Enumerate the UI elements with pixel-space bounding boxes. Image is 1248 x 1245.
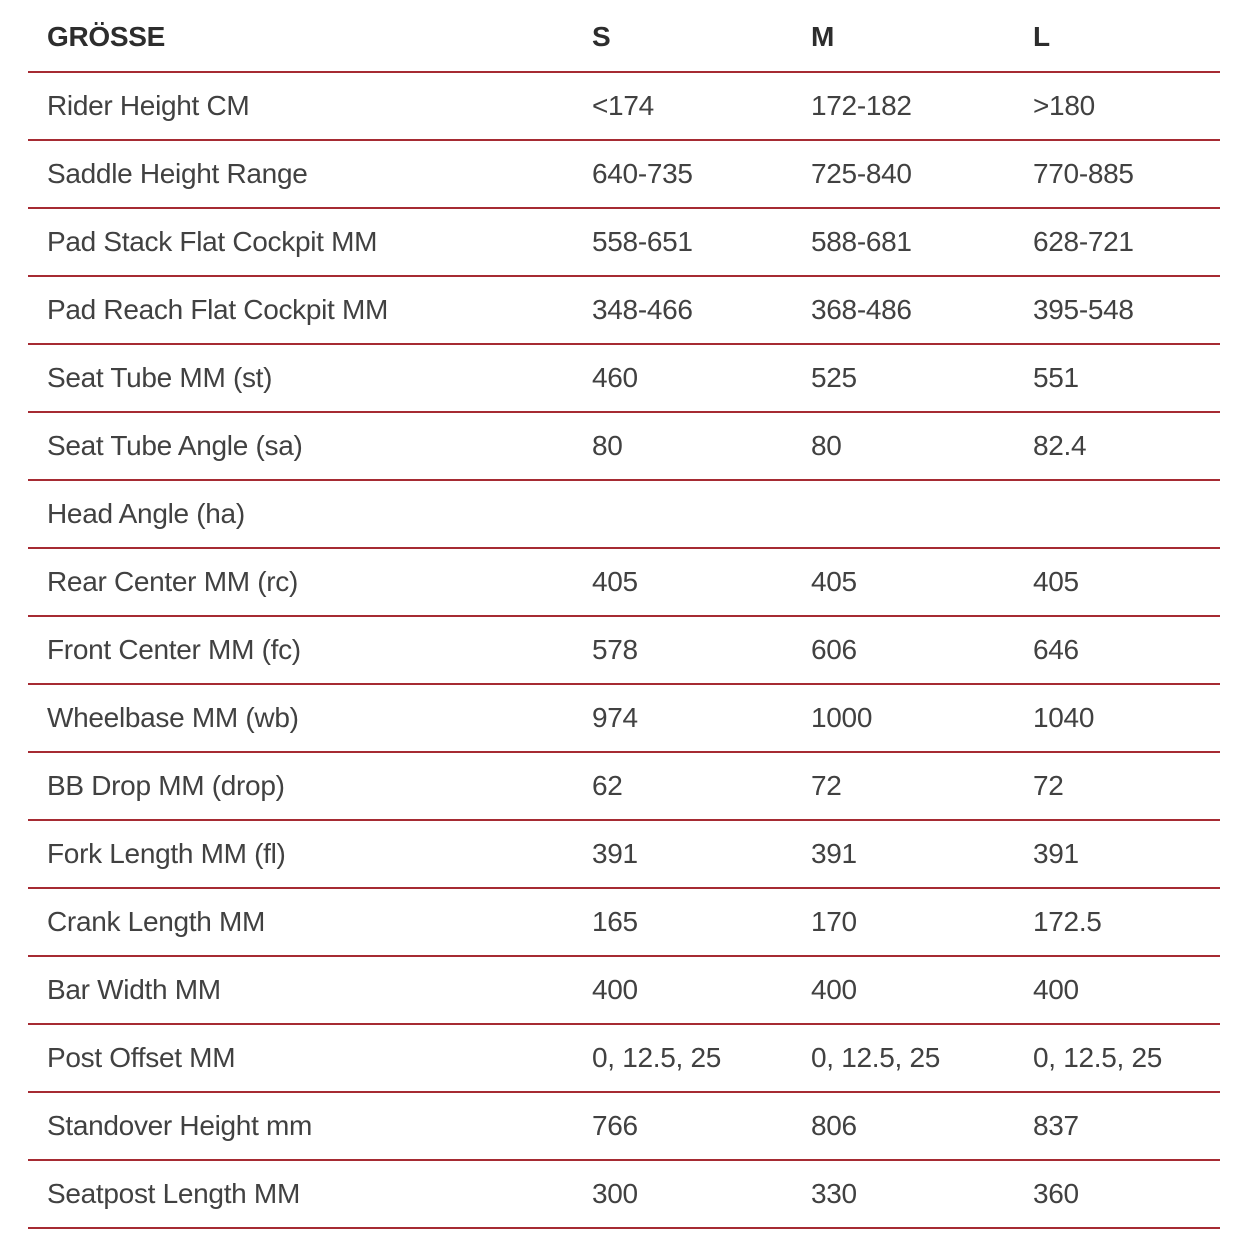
spec-label: Crank Length MM [28,888,592,956]
table-row [28,888,1220,956]
spec-value-s: <174 [592,72,811,140]
table-row [28,820,1220,888]
spec-value-l: 0, 12.5, 25 [1033,1024,1220,1092]
spec-label: Fork Length MM (fl) [28,820,592,888]
spec-value-m: 80 [811,412,1033,480]
spec-value-s: 405 [592,548,811,616]
spec-value-l [1033,480,1220,548]
spec-value-m: 170 [811,888,1033,956]
spec-value-s: 460 [592,344,811,412]
table-row [28,1092,1220,1160]
spec-label: Pad Stack Flat Cockpit MM [28,208,592,276]
spec-value-l: 82.4 [1033,412,1220,480]
table-header [28,2,1220,72]
table-row [28,1160,1220,1228]
spec-value-l: 72 [1033,752,1220,820]
spec-value-s: 391 [592,820,811,888]
spec-value-l: 646 [1033,616,1220,684]
spec-value-l: 391 [1033,820,1220,888]
spec-value-s: 300 [592,1160,811,1228]
spec-value-m: 525 [811,344,1033,412]
spec-value-m: 588-681 [811,208,1033,276]
spec-label: Seat Tube Angle (sa) [28,412,592,480]
table-row [28,412,1220,480]
column-header-size-l: L [1033,2,1220,72]
spec-label: Rider Height CM [28,72,592,140]
geometry-table-container [28,0,1220,1229]
spec-label: Standover Height mm [28,1092,592,1160]
spec-value-l: 405 [1033,548,1220,616]
spec-value-m: 172-182 [811,72,1033,140]
spec-value-s: 165 [592,888,811,956]
table-row [28,72,1220,140]
spec-label: Seat Tube MM (st) [28,344,592,412]
spec-value-l: 360 [1033,1160,1220,1228]
column-header-size-s: S [592,2,811,72]
spec-value-l: 400 [1033,956,1220,1024]
spec-label: Front Center MM (fc) [28,616,592,684]
column-header-groesse: GRÖSSE [28,2,592,72]
header-row [28,2,1220,72]
spec-value-m: 806 [811,1092,1033,1160]
table-row [28,684,1220,752]
spec-value-s: 766 [592,1092,811,1160]
table-row [28,956,1220,1024]
spec-value-m: 391 [811,820,1033,888]
spec-value-s: 578 [592,616,811,684]
spec-value-m: 400 [811,956,1033,1024]
spec-value-l: >180 [1033,72,1220,140]
spec-value-l: 395-548 [1033,276,1220,344]
spec-label: Bar Width MM [28,956,592,1024]
spec-value-m: 1000 [811,684,1033,752]
table-row [28,1024,1220,1092]
spec-value-m: 606 [811,616,1033,684]
spec-value-l: 551 [1033,344,1220,412]
spec-value-m: 0, 12.5, 25 [811,1024,1033,1092]
spec-value-l: 837 [1033,1092,1220,1160]
table-row [28,752,1220,820]
spec-value-m: 405 [811,548,1033,616]
spec-value-m: 72 [811,752,1033,820]
spec-value-m: 330 [811,1160,1033,1228]
spec-value-m: 725-840 [811,140,1033,208]
spec-value-s: 348-466 [592,276,811,344]
table-row [28,616,1220,684]
spec-value-l: 770-885 [1033,140,1220,208]
table-row [28,548,1220,616]
table-row [28,276,1220,344]
geometry-table [28,2,1220,1229]
spec-value-m: 368-486 [811,276,1033,344]
spec-label: Seatpost Length MM [28,1160,592,1228]
spec-label: Head Angle (ha) [28,480,592,548]
spec-label: Saddle Height Range [28,140,592,208]
spec-value-s: 558-651 [592,208,811,276]
spec-value-l: 628-721 [1033,208,1220,276]
spec-label: Pad Reach Flat Cockpit MM [28,276,592,344]
spec-value-l: 1040 [1033,684,1220,752]
column-header-size-m: M [811,2,1033,72]
spec-value-s: 62 [592,752,811,820]
spec-value-m [811,480,1033,548]
spec-value-s: 0, 12.5, 25 [592,1024,811,1092]
spec-value-s: 640-735 [592,140,811,208]
spec-value-l: 172.5 [1033,888,1220,956]
spec-value-s: 80 [592,412,811,480]
spec-label: BB Drop MM (drop) [28,752,592,820]
spec-value-s [592,480,811,548]
table-row [28,344,1220,412]
table-row [28,208,1220,276]
table-row [28,480,1220,548]
spec-label: Wheelbase MM (wb) [28,684,592,752]
spec-label: Rear Center MM (rc) [28,548,592,616]
spec-table-body [28,72,1220,1228]
table-row [28,140,1220,208]
spec-value-s: 400 [592,956,811,1024]
spec-label: Post Offset MM [28,1024,592,1092]
spec-value-s: 974 [592,684,811,752]
